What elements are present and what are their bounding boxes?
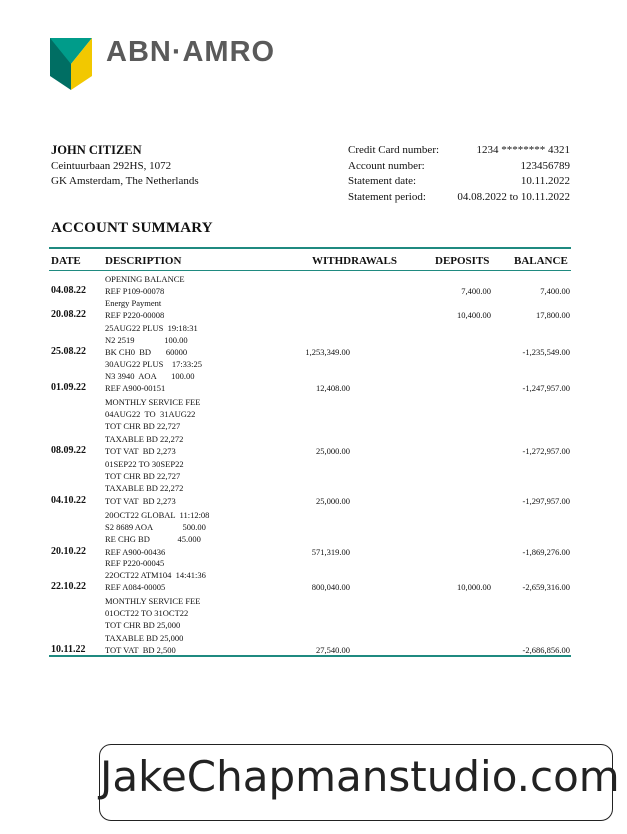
row-description: OPENING BALANCE REF P109-00078: [105, 274, 185, 297]
watermark-box: [99, 744, 620, 821]
table-row: [49, 595, 571, 656]
row-withdrawal: 1,253,349.00: [305, 347, 350, 358]
row-balance: -1,272,957.00: [522, 445, 570, 456]
account-info-block: [348, 143, 570, 205]
info-label: Statement period:: [348, 190, 426, 203]
customer-address-block: [51, 143, 199, 190]
info-value: 123456789: [520, 159, 570, 172]
row-withdrawal: 571,319.00: [311, 546, 350, 557]
row-withdrawal: 800,040.00: [311, 582, 350, 593]
table-row: [49, 509, 571, 558]
info-row: [348, 143, 570, 159]
watermark-text: JakeChapmanstudio.com: [100, 752, 620, 801]
info-row: [348, 159, 570, 175]
header-rule: [49, 270, 571, 271]
row-date: 25.08.22: [51, 346, 86, 358]
abn-amro-shield-logo: [50, 38, 92, 90]
brand-name: ABN·AMRO: [106, 36, 276, 68]
row-balance: 17,800.00: [536, 310, 570, 321]
info-label: Account number:: [348, 159, 425, 172]
info-row: [348, 174, 570, 190]
row-withdrawal: 12,408.00: [316, 383, 350, 394]
row-date: 20.10.22: [51, 545, 86, 557]
row-date: 04.08.22: [51, 285, 86, 297]
address-line-1: Ceintuurbaan 292HS, 1072: [51, 159, 172, 172]
info-label: Statement date:: [348, 175, 417, 187]
row-description: MONTHLY SERVICE FEE 01OCT22 TO 31OCT22 TOT CHR BD 25,000 TAXABLE BD 25,000 TOT VAT BD 2,500: [105, 596, 201, 655]
row-deposit: 7,400.00: [461, 286, 491, 297]
row-description: MONTHLY SERVICE FEE 04AUG22 TO 31AUG22 TOT CHR BD 22,727 TAXABLE BD 22,272 TOT VAT BD 2,273: [105, 397, 201, 456]
table-row: [49, 358, 571, 395]
row-balance: 7,400.00: [540, 286, 570, 297]
row-date: 22.10.22: [51, 581, 86, 593]
row-balance: -1,247,957.00: [522, 383, 570, 394]
table-row: [49, 322, 571, 359]
row-balance: -1,235,549.00: [522, 347, 570, 358]
row-date: 10.11.22: [51, 643, 86, 655]
row-description: 01SEP22 TO 30SEP22 TOT CHR BD 22,727 TAXABLE BD 22,272 TOT VAT BD 2,273: [105, 459, 184, 506]
row-withdrawal: 27,540.00: [316, 644, 350, 655]
info-value: 04.08.2022 to 10.11.2022: [457, 190, 570, 203]
row-date: 20.08.22: [51, 309, 86, 321]
col-header-balance: BALANCE: [514, 255, 568, 267]
info-value: 1234 ******** 4321: [476, 144, 570, 156]
row-date: 01.09.22: [51, 382, 86, 394]
row-deposit: 10,000.00: [457, 582, 491, 593]
table-row: [49, 396, 571, 457]
row-withdrawal: 25,000.00: [316, 445, 350, 456]
row-balance: -1,297,957.00: [522, 495, 570, 506]
info-row: [348, 190, 570, 206]
row-description: 30AUG22 PLUS 17:33:25 N3 3940 AOA 100.00 REF A900-00151: [105, 359, 203, 394]
row-date: 04.10.22: [51, 494, 86, 506]
row-deposit: 10,400.00: [457, 310, 491, 321]
col-header-deposits: DEPOSITS: [435, 255, 490, 267]
col-header-withdrawals: WITHDRAWALS: [312, 255, 397, 267]
customer-name: JOHN CITIZEN: [51, 143, 142, 157]
row-balance: -1,869,276.00: [522, 546, 570, 557]
col-header-date: DATE: [51, 255, 81, 267]
row-date: 08.09.22: [51, 444, 86, 456]
row-description: 25AUG22 PLUS 19:18:31 N2 2519 100.00 BK CH0 BD 60000: [105, 323, 198, 358]
table-row: [49, 458, 571, 507]
table-bottom-rule: [49, 655, 571, 657]
row-description: REF P220-00045 22OCT22 ATM104 14:41:36 REF A084-00005: [105, 558, 206, 593]
row-balance: -2,686,856.00: [522, 644, 570, 655]
table-row: [49, 297, 571, 321]
row-description: 20OCT22 GLOBAL 11:12:08 S2 8689 AOA 500.00 RE CHG BD 45.000 REF A900-00436: [105, 510, 210, 557]
row-description: Energy Payment REF P220-00008: [105, 298, 165, 321]
table-top-rule: [49, 247, 571, 249]
table-row: [49, 273, 571, 297]
address-line-2: GK Amsterdam, The Netherlands: [51, 175, 199, 187]
info-value: 10.11.2022: [520, 175, 570, 187]
row-withdrawal: 25,000.00: [316, 495, 350, 506]
section-title: ACCOUNT SUMMARY: [51, 220, 213, 236]
row-balance: -2,659,316.00: [522, 582, 570, 593]
col-header-description: DESCRIPTION: [105, 255, 182, 267]
table-row: [49, 557, 571, 594]
info-label: Credit Card number:: [348, 144, 440, 156]
